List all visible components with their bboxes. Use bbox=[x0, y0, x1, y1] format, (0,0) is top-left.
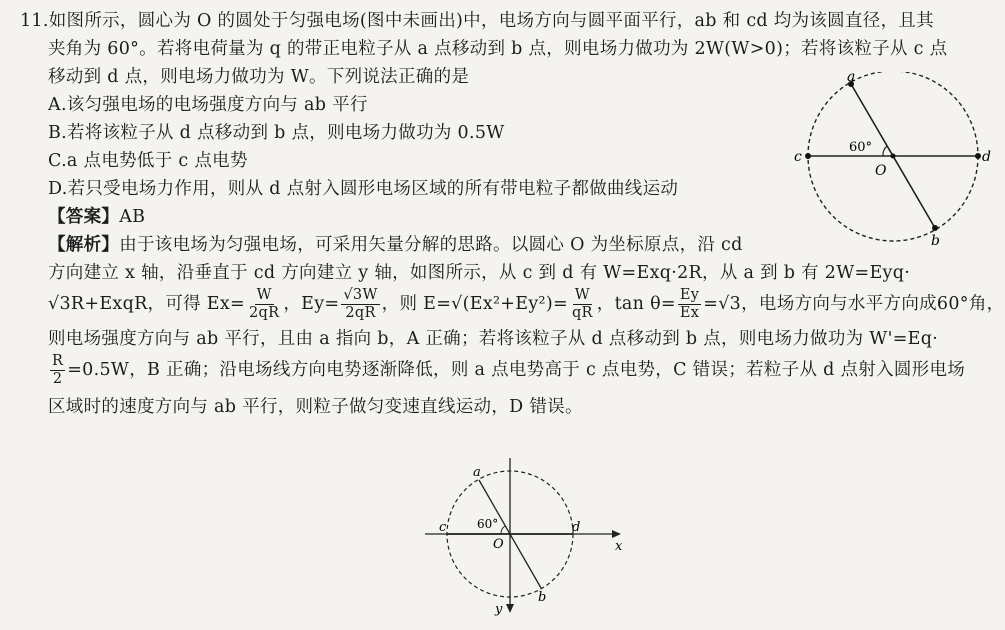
fraction-e bbox=[570, 287, 595, 322]
label-y: y bbox=[495, 602, 503, 617]
fraction-tan-num: Ey bbox=[679, 287, 700, 303]
fraction-r-half bbox=[50, 353, 65, 388]
label-o: O bbox=[875, 163, 887, 179]
fraction-tan bbox=[678, 287, 701, 322]
center-o bbox=[891, 154, 896, 159]
label-b-2: b bbox=[538, 590, 547, 605]
analysis-line-3d: ，tan θ= bbox=[596, 294, 676, 314]
x-axis-arrow bbox=[612, 530, 621, 538]
analysis-line-3c: ，则 E=√(Ex²+Ey²)= bbox=[381, 294, 568, 314]
fraction-ey bbox=[341, 287, 379, 322]
fraction-ex bbox=[247, 287, 281, 322]
label-a-2: a bbox=[473, 465, 481, 480]
label-x: x bbox=[615, 539, 623, 554]
label-angle: 60° bbox=[849, 140, 873, 155]
label-o-2: O bbox=[493, 537, 504, 552]
angle-arc-2 bbox=[501, 526, 505, 534]
option-a: A.该匀强电场的电场强度方向与 ab 平行 bbox=[48, 95, 368, 115]
point-c bbox=[805, 153, 811, 159]
analysis-row-3 bbox=[48, 284, 1004, 324]
analysis-line-3e: =√3，电场方向与水平方向成60°角， bbox=[703, 294, 1005, 314]
label-d: d bbox=[982, 149, 991, 165]
angle-arc bbox=[883, 146, 887, 156]
y-axis-arrow bbox=[506, 604, 514, 613]
fraction-ey-num: √3W bbox=[343, 287, 378, 303]
fraction-tan-den: Ex bbox=[679, 305, 700, 321]
analysis-row-1 bbox=[48, 232, 743, 258]
answer-value: AB bbox=[119, 207, 146, 227]
label-angle-2: 60° bbox=[477, 517, 499, 531]
analysis-label: 【解析】 bbox=[48, 235, 120, 255]
label-d-2: d bbox=[572, 520, 581, 535]
figure-axes-diagram bbox=[425, 455, 645, 625]
option-c: C.a 点电势低于 c 点电势 bbox=[48, 151, 248, 171]
fraction-r-num: R bbox=[52, 353, 64, 369]
label-a: a bbox=[847, 72, 856, 85]
fraction-ex-num: W bbox=[256, 287, 272, 303]
fraction-ey-den: 2qR bbox=[345, 305, 376, 321]
point-d bbox=[975, 153, 981, 159]
fraction-r-den: 2 bbox=[52, 371, 63, 387]
analysis-line-1: 由于该电场为匀强电场，可采用矢量分解的思路。以圆心 O 为坐标原点，沿 cd bbox=[119, 235, 743, 255]
analysis-line-5: =0.5W，B 正确；沿电场线方向电势逐渐降低，则 a 点电势高于 c 点电势，C 错误；若粒子从 d 点射入圆形电场 bbox=[67, 360, 966, 380]
fraction-e-den: qR bbox=[571, 305, 593, 321]
question-stem-line-2: 夹角为 60°。若将电荷量为 q 的带正电粒子从 a 点移动到 b 点，则电场力做功为 2W(W>0)；若将该粒子从 c 点 bbox=[48, 39, 948, 59]
analysis-line-3a: √3R+ExqR，可得 Ex= bbox=[48, 294, 246, 314]
figure-circle-diagram bbox=[790, 72, 995, 250]
fraction-ex-den: 2qR bbox=[249, 305, 280, 321]
answer-label: 【答案】 bbox=[48, 207, 120, 227]
option-d: D.若只受电场力作用，则从 d 点射入圆形电场区域的所有带电粒子都做曲线运动 bbox=[48, 179, 679, 199]
question-stem-line-3: 移动到 d 点，则电场力做功为 W。下列说法正确的是 bbox=[48, 67, 470, 87]
analysis-line-3b: ，Ey= bbox=[283, 294, 340, 314]
option-b: B.若将该粒子从 d 点移动到 b 点，则电场力做功为 0.5W bbox=[48, 123, 505, 143]
analysis-line-4: 则电场强度方向与 ab 平行，且由 a 指向 b，A 正确；若将该粒子从 d 点移动到 b 点，则电场力做功为 W'=Eq· bbox=[48, 329, 939, 349]
fraction-e-num: W bbox=[574, 287, 590, 303]
analysis-row-5 bbox=[48, 350, 965, 390]
analysis-line-2: 方向建立 x 轴，沿垂直于 cd 方向建立 y 轴，如图所示，从 c 到 d 有 W=Exq·2R，从 a 到 b 有 2W=Eyq· bbox=[48, 263, 911, 283]
analysis-line-6: 区域时的速度方向与 ab 平行，则粒子做匀变速直线运动，D 错误。 bbox=[48, 397, 583, 417]
answer-row bbox=[48, 204, 145, 230]
label-b: b bbox=[931, 233, 940, 249]
point-b bbox=[932, 225, 938, 231]
question-stem-line-1: 11.如图所示，圆心为 O 的圆处于匀强电场(图中未画出)中，电场方向与圆平面平行，ab 和 cd 均为该圆直径，且其 bbox=[20, 11, 934, 31]
label-c: c bbox=[794, 149, 802, 165]
label-c-2: c bbox=[439, 520, 447, 535]
